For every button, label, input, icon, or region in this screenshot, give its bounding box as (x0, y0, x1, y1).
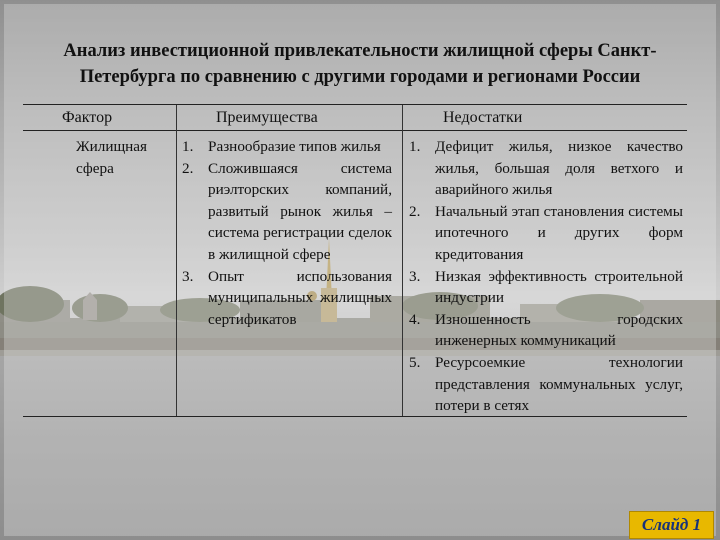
list-item (409, 309, 683, 352)
column-divider-1 (176, 105, 177, 416)
table-header-divider (23, 130, 687, 131)
column-divider-2 (402, 105, 403, 416)
list-item (182, 266, 392, 331)
item-number: 1. (182, 138, 194, 155)
slide-number-badge (629, 511, 714, 539)
factor-cell: Жилищная сфера (76, 138, 147, 177)
item-text: Дефицит жилья, низкое качество жилья, большая доля ветхого и аварийного жилья (435, 138, 683, 199)
item-number: 3. (409, 267, 421, 285)
item-text: Начальный этап становления системы ипотечного и других форм кредитования (435, 202, 683, 263)
advantages-list (182, 136, 392, 330)
disadvantages-list (409, 136, 683, 417)
item-text: Разнообразие типов жилья (208, 138, 381, 155)
slide-number-label: Слайд 1 (641, 515, 702, 534)
item-text: Опыт использования муниципальных жилищных сертификатов (208, 267, 392, 328)
item-number: 1. (409, 138, 421, 155)
list-item (409, 352, 683, 417)
list-item (409, 201, 683, 266)
item-text: Ресурсоемкие технологии представления коммунальных услуг, потери в сетях (435, 353, 683, 415)
item-number: 4. (409, 310, 421, 328)
header-factor: Фактор (62, 109, 113, 126)
item-number: 3. (182, 267, 194, 285)
item-text: Низкая эффективность строительной индустрии (435, 267, 683, 307)
item-text: Сложившаяся система риэлторских компаний, развитый рынок жилья – система регистрации сделок в жилищной сфере (208, 159, 392, 263)
item-number: 5. (409, 353, 421, 371)
table-top-border (23, 104, 687, 105)
header-advantages: Преимущества (216, 109, 318, 126)
item-number: 2. (409, 202, 421, 220)
list-item (409, 136, 683, 201)
list-item (182, 136, 392, 158)
slide-title: Анализ инвестиционной привлекательности жилищной сферы Санкт-Петербурга по сравнению с другими городами и регионами России (63, 41, 657, 87)
item-text: Изношенность городских инженерных коммуникаций (435, 310, 683, 350)
item-number: 2. (182, 159, 194, 177)
header-disadvantages: Недостатки (443, 109, 523, 126)
list-item (182, 158, 392, 266)
list-item (409, 266, 683, 309)
